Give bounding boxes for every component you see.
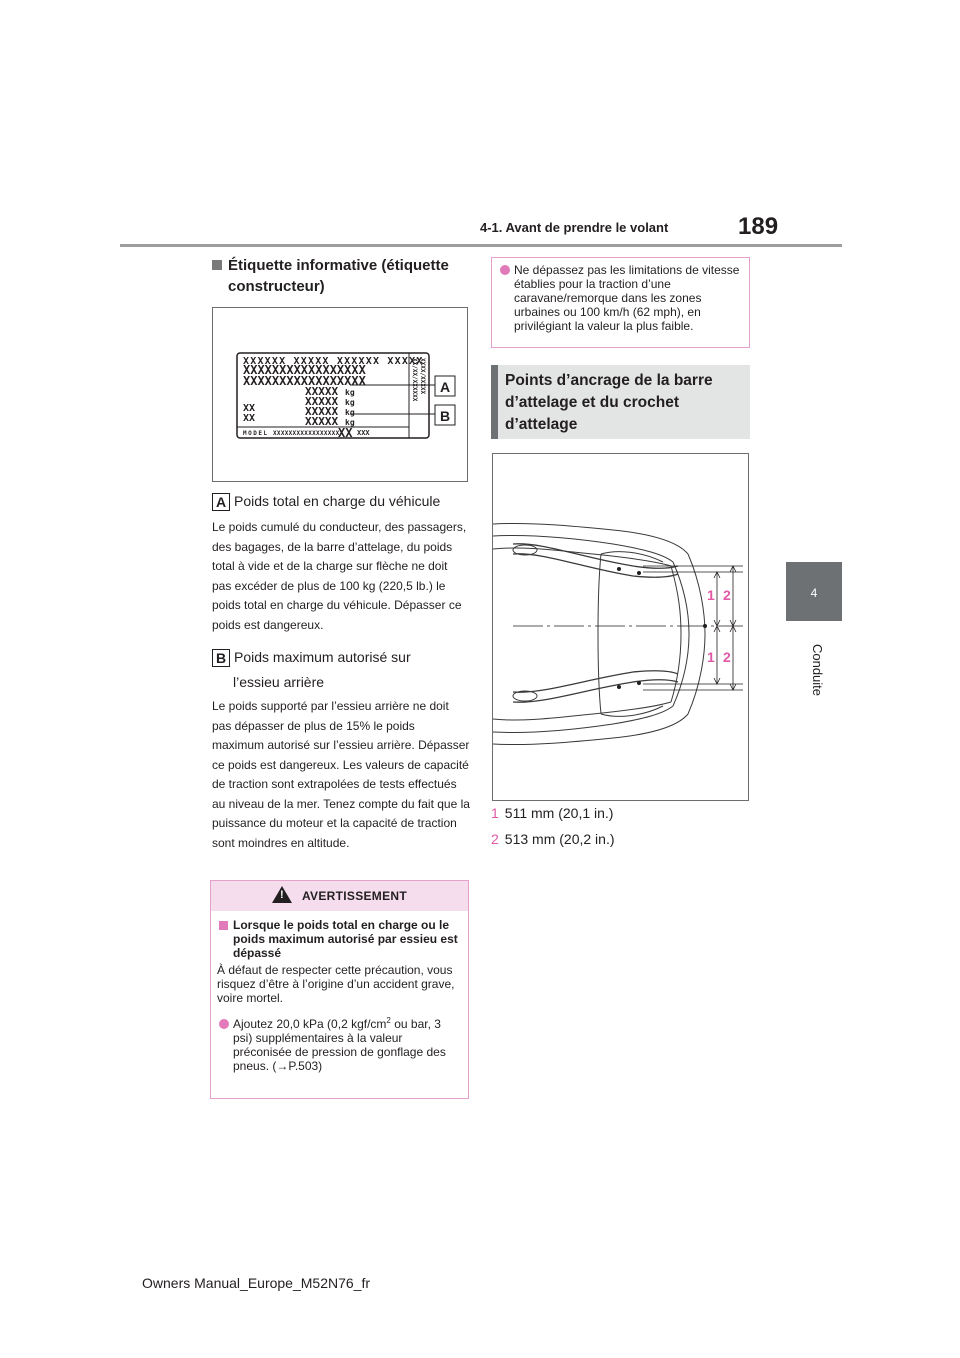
dim-lower-label-2: 2 — [723, 649, 731, 665]
header-divider — [120, 244, 842, 247]
label-model-xxx: XXX — [357, 429, 370, 437]
label-short-2: XX — [243, 413, 256, 424]
label-kg-4: kg — [345, 418, 355, 427]
item-b-title-1: Poids maximum autorisé sur — [234, 649, 411, 665]
car-underside-illustration — [493, 454, 749, 801]
dimension-1-text: 511 mm (20,1 in.) — [504, 805, 614, 821]
dim-upper-label-1: 1 — [707, 587, 715, 603]
lower-body-line-2 — [493, 706, 673, 733]
item-a-title: Poids total en charge du véhicule — [234, 493, 441, 509]
warning-paragraph: À défaut de respecter cette précaution, vous risquez d’être à l’origine d’un accident grave, voire mortel. — [217, 963, 455, 1005]
callout-a-letter: A — [439, 379, 451, 395]
chapter-label: Conduite — [810, 643, 825, 697]
label-row-1: XXXXXX XXXXX XXXXXX XXXXX — [243, 356, 424, 367]
pink-dot-icon — [219, 1019, 229, 1029]
warning-bullet-post: ou bar, 3 psi) supplémentaires à la valeur préconisée de pression de gonflage des pneus. (→P.503) — [233, 1017, 446, 1073]
warning-bullet-pre: Ajoutez 20,0 kPa (0,2 kgf/cm — [233, 1017, 387, 1031]
spare-tub-left — [598, 554, 601, 714]
section-title-text: Étiquette informative (étiquette constructeur) — [228, 257, 449, 295]
speed-warning-bullet — [498, 263, 743, 333]
warning-header — [211, 881, 468, 911]
item-a-text: Le poids cumulé du conducteur, des passagers, des bagages, de la barre d’attelage, du poids total à vide et de la charge sur flèche ne doit pas excéder de plus de 100 kg (220,5 lb.) le poids total en charge du véhicule. Dépasser ce poids est dangereux. — [212, 520, 467, 632]
anchor-points-diagram — [492, 453, 749, 801]
pink-square-icon — [219, 921, 228, 930]
label-kg-3: kg — [345, 408, 355, 417]
footer-text: Owners Manual_Europe_M52N76_fr — [142, 1275, 371, 1291]
pink-dot-icon — [500, 265, 510, 275]
lower-anchor-point-2 — [637, 681, 641, 685]
label-model-title: MODEL — [243, 430, 269, 437]
item-a-heading — [212, 490, 440, 512]
section-title-label — [212, 255, 472, 297]
warning-triangle-icon: ! — [272, 886, 292, 903]
warning-bullet-sup: 2 — [386, 1016, 391, 1025]
dimension-1-num: 1 — [491, 805, 499, 821]
item-b-letter: B — [212, 649, 230, 667]
warning-subhead-text: Lorsque le poids total en charge ou le poids maximum autorisé par essieu est dépassé — [233, 918, 458, 960]
anchor-points-title: Points d’ancrage de la barre d’attelage et du crochet d’attelage — [491, 365, 750, 439]
manufacturer-label-figure — [212, 307, 468, 482]
label-weight-1: XXXXX — [305, 385, 339, 398]
upper-body-line-2 — [493, 535, 673, 562]
label-row-2: XXXXXXXXXXXXXXXXX — [243, 363, 366, 377]
speed-warning-box — [491, 257, 750, 348]
label-kg-2: kg — [345, 398, 355, 407]
warning-bullet — [217, 1017, 462, 1073]
callout-b-letter: B — [439, 408, 451, 424]
label-illustration — [213, 308, 469, 483]
item-a-letter: A — [212, 493, 230, 511]
label-side-col-2: XXXX/XXXXX — [419, 358, 426, 395]
label-weight-4: XXXXX — [305, 415, 339, 428]
upper-anchor-point-1 — [617, 567, 621, 571]
lower-anchor-point-1 — [617, 685, 621, 689]
warning-subhead — [217, 918, 462, 960]
speed-warning-text: Ne dépassez pas les limitations de vitesse établies pour la traction d’une caravane/remorque dans les zones urbaines ou 100 km/h (62 mph), en privilégiant la valeur la plus faible. — [514, 263, 740, 333]
dimension-1 — [491, 804, 613, 822]
label-short-1: XX — [243, 403, 256, 414]
item-b-title-2: l’essieu arrière — [233, 674, 325, 690]
dim-upper-label-2: 2 — [723, 587, 731, 603]
chapter-tab: 4 — [786, 562, 842, 621]
section-header: 4-1. Avant de prendre le volant — [480, 220, 669, 235]
label-weight-3: XXXXX — [305, 405, 339, 418]
square-bullet-icon — [212, 260, 222, 270]
item-b-heading — [212, 646, 411, 668]
dimension-2-text: 513 mm (20,2 in.) — [504, 831, 615, 847]
upper-body-line — [493, 523, 688, 554]
warning-box — [210, 880, 469, 1099]
dim-lower-label-1: 1 — [707, 649, 715, 665]
warning-body — [211, 911, 468, 1073]
label-kg-1: kg — [345, 388, 355, 397]
label-row-3: XXXXXXXXXXXXXXXXX — [243, 374, 366, 388]
lower-body-line — [493, 714, 688, 745]
upper-anchor-point-2 — [637, 571, 641, 575]
label-model-value: XXXXXXXXXXXXXXXXXX — [273, 430, 344, 437]
item-b-text: Le poids supporté par l’essieu arrière ne doit pas dépasser de plus de 15% le poids maximum autorisé sur l’essieu arrière. Dépasser ce poids est dangereux. Les valeurs de capacité de traction sont extrapolées de tests effectués au niveau de la mer. Tenez compte du fait que la puissance du moteur et la capacité de traction sont moindres en altitude. — [212, 699, 470, 850]
dimension-2-num: 2 — [491, 831, 499, 847]
label-model-xx: XX — [338, 426, 353, 440]
warning-title: AVERTISSEMENT — [301, 889, 408, 903]
label-side-col-1: XX/XX/XXXXXX — [411, 358, 418, 402]
dimension-2 — [491, 830, 615, 848]
page-number: 189 — [738, 213, 779, 240]
label-weight-2: XXXXX — [305, 395, 339, 408]
